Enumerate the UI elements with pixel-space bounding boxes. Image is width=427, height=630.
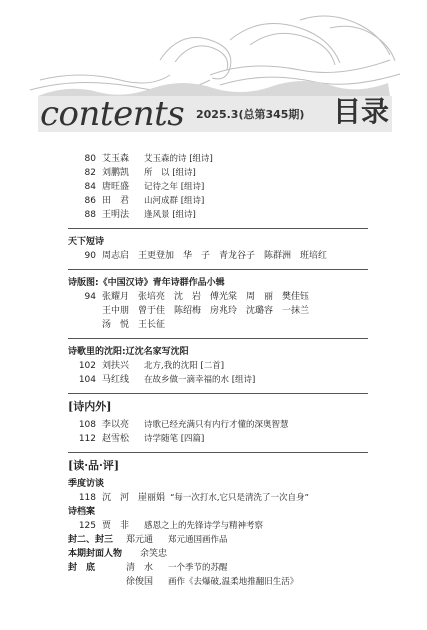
section-divider xyxy=(68,452,368,453)
contents-title: contents xyxy=(40,94,185,134)
section-heading-dupinping: [读·品·评] xyxy=(68,459,120,472)
toc-entry[interactable]: 本期封面人物 余笑忠 xyxy=(68,549,168,559)
toc-entry[interactable]: 82 刘鹏凯 所 以 [组诗] xyxy=(84,168,196,178)
toc-entry-cont: 汤 悦 王长征 xyxy=(102,320,166,330)
toc-entry[interactable]: 90 周志启 王更登加 华 子 青龙谷子 陈群洲 班培红 xyxy=(84,251,328,261)
toc-entry[interactable]: 封 底 清 水 一个季节的苏醒 xyxy=(68,563,228,573)
subsection-jidu: 季度访谈 xyxy=(68,479,105,489)
section-heading-banban: 诗版图:《中国汉诗》青年诗群作品小辑 xyxy=(68,278,225,288)
toc-entry[interactable]: 118 沉 河 崖丽娟 “每一次打水,它只是清洗了一次自身” xyxy=(78,493,309,503)
toc-entry[interactable]: 封二、封三 郑元通 郑元通国画作品 xyxy=(68,535,228,545)
toc-entry[interactable]: 94 张耀月 张培亮 沈 岩 傅光棠 周 丽 樊佳钰 xyxy=(84,292,310,302)
toc-entry[interactable]: 102 刘扶兴 北方,我的沈阳 [二首] xyxy=(78,361,225,371)
toc-entry[interactable]: 徐俊国 画作《去爆破,温柔地推翻旧生活》 xyxy=(126,577,299,587)
section-divider xyxy=(68,228,368,229)
toc-body xyxy=(68,152,404,589)
section-divider xyxy=(68,269,368,270)
toc-entry[interactable]: 86 田 君 山河成群 [组诗] xyxy=(84,196,205,206)
toc-entry[interactable]: 84 唐旺盛 记待之年 [组诗] xyxy=(84,182,205,192)
toc-entry[interactable]: 112 赵雪松 诗学随笔 [四篇] xyxy=(78,434,205,444)
subsection-shidang: 诗档案 xyxy=(68,507,96,517)
section-divider xyxy=(68,393,368,394)
section-divider xyxy=(68,338,368,339)
toc-entry[interactable]: 88 王明法 逢风景 [组诗] xyxy=(84,210,196,220)
issue-number: 2025.3(总第345期) xyxy=(196,108,305,121)
toc-entry[interactable]: 125 贾 非 感恩之上的先锋诗学与精神考察 xyxy=(78,521,264,531)
section-heading-shenyang: 诗歌里的沈阳:辽沈名家写沈阳 xyxy=(68,347,189,357)
section-heading-tianxia: 天下短诗 xyxy=(68,237,105,247)
toc-entry-cont: 王中朋 曾于佳 陈绍梅 房兆玲 沈璐容 一抹兰 xyxy=(102,306,310,316)
toc-entry[interactable]: 104 马红线 在故乡做一滴幸福的水 [组诗] xyxy=(78,375,256,385)
toc-entry[interactable]: 80 艾玉森 艾玉森的诗 [组诗] xyxy=(84,154,213,164)
section-heading-shineiwai: [诗内外] xyxy=(68,400,112,413)
toc-entry[interactable]: 108 李以亮 诗歌已经充满只有内行才懂的深奥智慧 xyxy=(78,420,289,430)
mulu-title: 目录 xyxy=(333,95,390,128)
